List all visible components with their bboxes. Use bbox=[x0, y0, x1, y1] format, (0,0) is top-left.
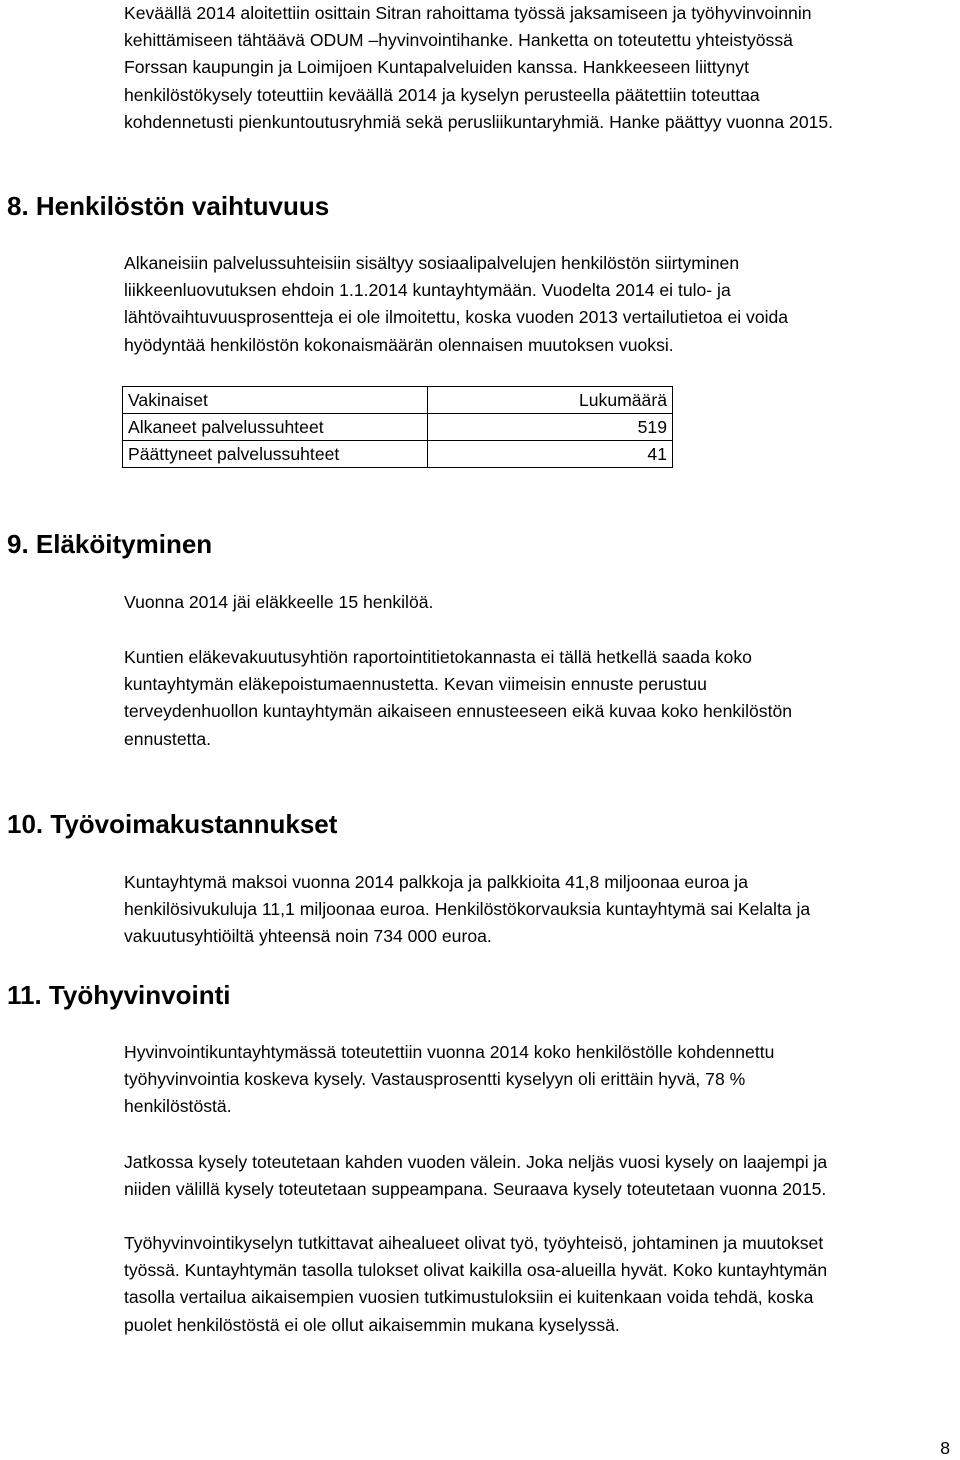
table-row-value: 41 bbox=[428, 441, 673, 468]
table-header-label: Vakinaiset bbox=[123, 387, 428, 414]
table-row-label: Alkaneet palvelussuhteet bbox=[123, 414, 428, 441]
table-header-row bbox=[123, 387, 673, 414]
section-8-paragraph: Alkaneisiin palvelussuhteisiin sisältyy sosiaalipalvelujen henkilöstön siirtyminen liikkeenluovutuksen ehdoin 1.1.2014 kuntayhtymään. Vuodelta 2014 ei tulo- ja lähtövaihtuvuusprosentteja ei ole ilmoitettu, koska vuoden 2013 vertailutietoa ei voida hyödyntää henkilöstön kokonaismäärän olennaisen muutoksen vuoksi. bbox=[124, 253, 789, 355]
section-11-paragraph-3: Työhyvinvointikyselyn tutkittavat aihealueet olivat työ, työyhteisö, johtaminen ja muutokset työssä. Kuntayhtymän tasolla tulokset olivat kaikilla osa-alueilla hyvät. Koko kuntayhtymän tasolla vertailua aikaisempien vuosien tutkimustuloksiin ei kuitenkaan voida tehdä, koska puolet henkilöstöstä ei ole ollut aikaisemmin mukana kyselyssä. bbox=[124, 1233, 828, 1335]
section-9-paragraph-2: Kuntien eläkevakuutusyhtiön raportointitietokannasta ei tällä hetkellä saada koko kuntayhtymän eläkepoistumaennustetta. Kevan viimeisin ennuste perustuu terveydenhuollon kuntayhtymän aikaiseen ennusteeseen eikä kuvaa koko henkilöstön ennustetta. bbox=[124, 647, 793, 749]
section-8-heading: 8. Henkilöstön vaihtuvuus bbox=[7, 191, 330, 221]
section-10-heading: 10. Työvoimakustannukset bbox=[7, 809, 338, 839]
section-10-paragraph: Kuntayhtymä maksoi vuonna 2014 palkkoja ja palkkioita 41,8 miljoonaa euroa ja henkilösivukuluja 11,1 miljoonaa euroa. Henkilöstökorvauksia kuntayhtymä sai Kelalta ja vakuutusyhtiöiltä yhteensä noin 734 000 euroa. bbox=[124, 872, 811, 947]
table-row bbox=[123, 414, 673, 441]
staff-turnover-table bbox=[122, 386, 673, 468]
section-9-paragraph-1: Vuonna 2014 jäi eläkkeelle 15 henkilöä. bbox=[124, 592, 434, 612]
section-11-paragraph-1: Hyvinvointikuntayhtymässä toteutettiin vuonna 2014 koko henkilöstölle kohdennettu työhyvinvointia koskeva kysely. Vastausprosentti kyselyyn oli erittäin hyvä, 78 % henkilöstöstä. bbox=[124, 1042, 775, 1117]
table-header-value: Lukumäärä bbox=[428, 387, 673, 414]
page-number: 8 bbox=[940, 1438, 950, 1458]
section-11-paragraph-2: Jatkossa kysely toteutetaan kahden vuoden välein. Joka neljäs vuosi kysely on laajempi ja niiden välillä kysely toteutetaan suppeampana. Seuraava kysely toteutetaan vuonna 2015. bbox=[124, 1152, 828, 1200]
table-row bbox=[123, 441, 673, 468]
table-row-value: 519 bbox=[428, 414, 673, 441]
intro-paragraph: Keväällä 2014 aloitettiin osittain Sitran rahoittama työssä jaksamiseen ja työhyvinvoinnin kehittämiseen tähtäävä ODUM –hyvinvointihanke. Hanketta on toteutettu yhteistyössä Forssan kaupungin ja Loimijoen Kuntapalveluiden kanssa. Hankkeeseen liittynyt henkilöstökysely toteuttiin keväällä 2014 ja kyselyn perusteella päätettiin toteuttaa kohdennetusti pienkuntoutusryhmiä sekä perusliikuntaryhmiä. Hanke päättyy vuonna 2015. bbox=[124, 3, 834, 132]
section-11-heading: 11. Työhyvinvointi bbox=[7, 980, 231, 1010]
table-row-label: Päättyneet palvelussuhteet bbox=[123, 441, 428, 468]
section-9-heading: 9. Eläköityminen bbox=[7, 529, 213, 559]
